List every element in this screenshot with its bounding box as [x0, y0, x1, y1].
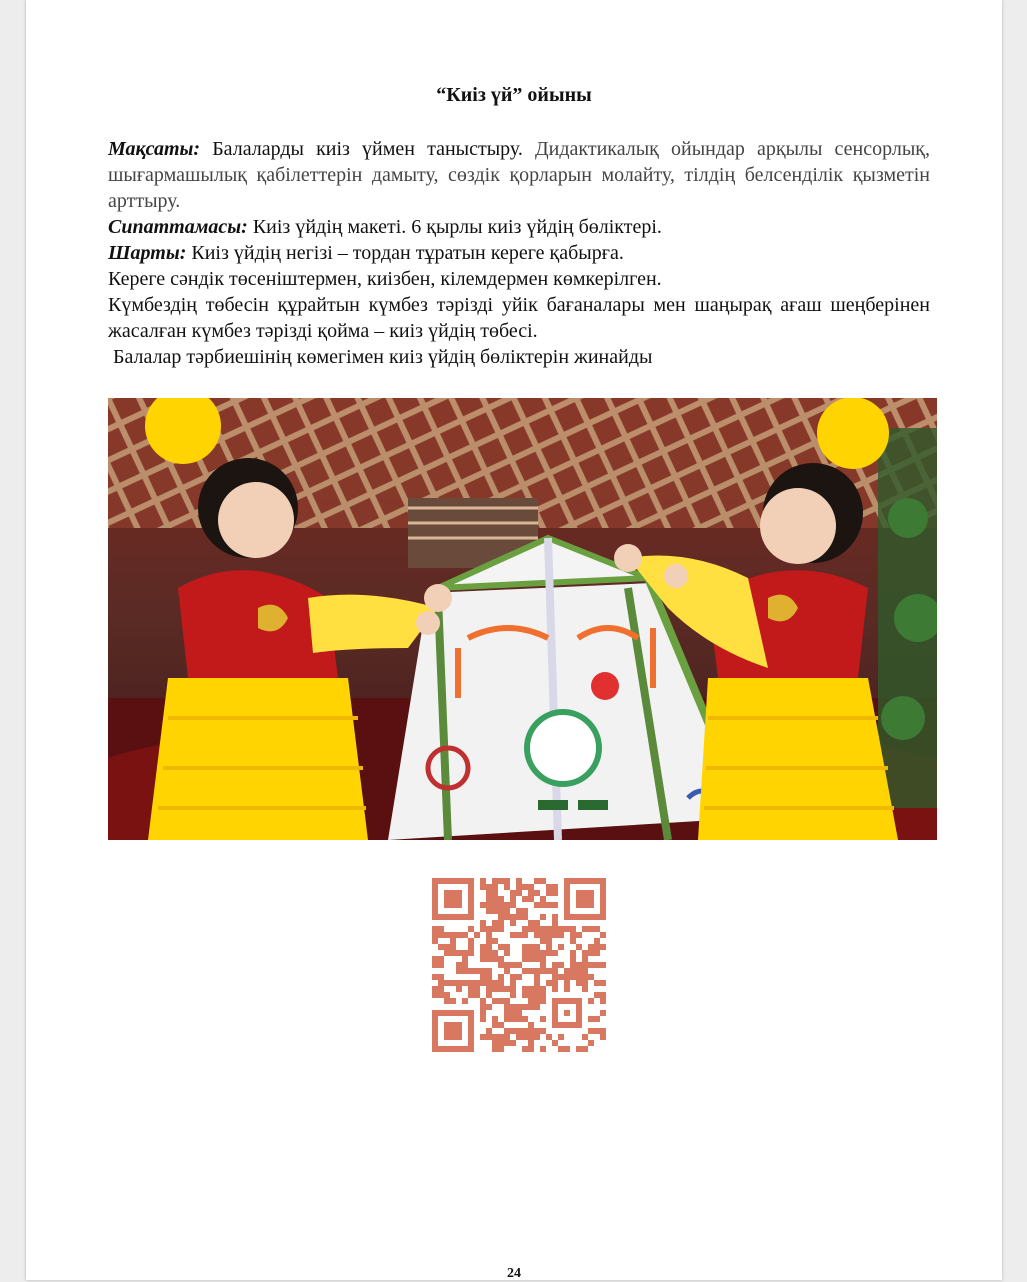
body-text: [108, 136, 930, 370]
page-title: “Киіз үй” ойыны: [436, 84, 592, 106]
condition-label: Шарты:: [108, 242, 187, 264]
goal-label: Мақсаты:: [108, 138, 201, 160]
description-text: Киіз үйдің макеті. 6 қырлы киіз үйдің бөліктері.: [247, 216, 662, 238]
paragraph-children: Балалар тәрбиешінің көмегімен киіз үйдің бөліктерін жинайды: [108, 346, 653, 368]
paragraph-condition: [108, 240, 930, 266]
paragraph-goal: [108, 136, 930, 214]
page-number: 24: [507, 1266, 521, 1281]
paragraph-kerege: Кереге сәндік төсеніштермен, киізбен, кілемдермен көмкерілген.: [108, 268, 662, 290]
condition-text: Киіз үйдің негізі – тордан тұратын кереге қабырға.: [186, 242, 624, 264]
document-page: [26, 0, 1002, 1280]
photo-illustration: [108, 398, 937, 840]
paragraph-description: [108, 214, 930, 240]
goal-text-b: Дидактикалық ойындар арқылы сенсорлық, шығармашылық қабілеттерін дамыту, сөздік қорларын молайту, тілдің белсенділік қызметін арттыру.: [108, 138, 930, 212]
goal-text-a: Балаларды киіз үймен таныстыру.: [200, 138, 535, 160]
qr-code[interactable]: [432, 878, 606, 1052]
paragraph-dome: Күмбездің төбесін құрайтын күмбез тәрізді уйік бағаналары мен шаңырақ ағаш шеңберінен жасалған күмбез тәрізді қойма – киіз үйдің төбесі.: [108, 294, 930, 342]
description-label: Сипаттамасы:: [108, 216, 248, 238]
photo-children-yurt: [108, 398, 937, 840]
